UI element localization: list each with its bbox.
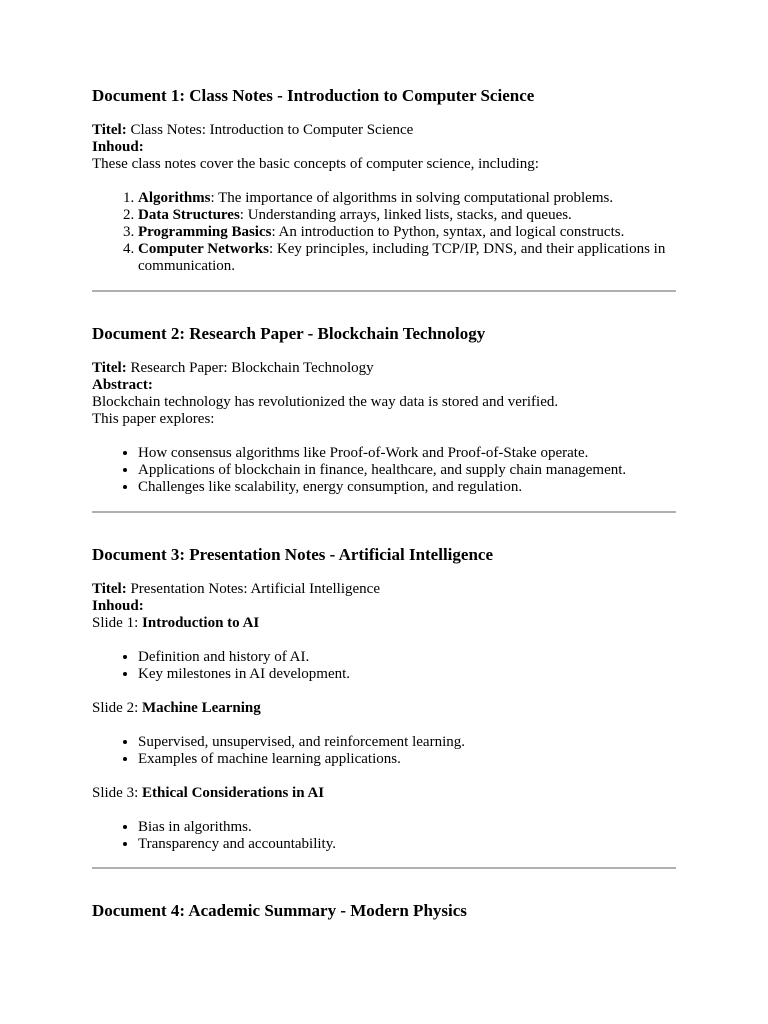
document-1-list bbox=[92, 190, 676, 275]
list-item: • Challenges like scalability, energy consumption, and regulation. bbox=[138, 479, 676, 496]
slide-title: Ethical Considerations in AI bbox=[142, 785, 325, 801]
list-item: • Key milestones in AI development. bbox=[138, 666, 676, 683]
list-item-term: Computer Networks bbox=[138, 241, 269, 257]
document-3-section bbox=[92, 545, 676, 853]
list-item: • Definition and history of AI. bbox=[138, 649, 676, 666]
document-1-inhoud bbox=[92, 139, 676, 156]
titel-label: Titel: bbox=[92, 360, 127, 376]
list-item: • Examples of machine learning applications. bbox=[138, 751, 676, 768]
document-1-intro: These class notes cover the basic concepts of computer science, including: bbox=[92, 156, 539, 172]
list-item: • Bias in algorithms. bbox=[138, 819, 676, 836]
slide-2-list bbox=[92, 734, 676, 768]
list-item bbox=[138, 224, 676, 241]
document-2-heading: Document 2: Research Paper - Blockchain Technology bbox=[92, 324, 486, 343]
titel-value: Presentation Notes: Artificial Intelligence bbox=[130, 581, 380, 597]
document-2-section bbox=[92, 324, 676, 496]
document-1-section bbox=[92, 86, 676, 275]
document-3-titel bbox=[92, 581, 676, 598]
document-3-heading: Document 3: Presentation Notes - Artificial Intelligence bbox=[92, 545, 493, 564]
list-item bbox=[138, 241, 676, 275]
document-3-inhoud bbox=[92, 598, 676, 615]
slide-prefix: Slide 1: bbox=[92, 615, 143, 631]
slide-title: Machine Learning bbox=[142, 700, 261, 716]
slide-2-heading bbox=[92, 700, 676, 717]
slide-title: Introduction to AI bbox=[142, 615, 260, 631]
inhoud-label: Inhoud: bbox=[92, 598, 144, 614]
document-2-titel bbox=[92, 360, 676, 377]
list-item: • Applications of blockchain in finance, healthcare, and supply chain management. bbox=[138, 462, 676, 479]
slide-1-heading bbox=[92, 615, 676, 632]
abstract-label: Abstract: bbox=[92, 377, 153, 393]
list-item bbox=[138, 207, 676, 224]
list-item-desc: : Understanding arrays, linked lists, stacks, and queues. bbox=[239, 207, 572, 223]
titel-value: Research Paper: Blockchain Technology bbox=[130, 360, 374, 376]
list-item-term: Programming Basics bbox=[138, 224, 272, 240]
list-item: • Transparency and accountability. bbox=[138, 836, 676, 853]
document-2-line-2: This paper explores: bbox=[92, 411, 215, 427]
document-4-heading: Document 4: Academic Summary - Modern Physics bbox=[92, 901, 467, 920]
titel-label: Titel: bbox=[92, 122, 127, 138]
slide-3-list bbox=[92, 819, 676, 853]
document-4-section bbox=[92, 901, 676, 921]
slide-prefix: Slide 2: bbox=[92, 700, 143, 716]
list-item-desc: : The importance of algorithms in solving computational problems. bbox=[210, 190, 614, 206]
slide-3-heading bbox=[92, 785, 676, 802]
list-item bbox=[138, 190, 676, 207]
document-1-titel bbox=[92, 122, 676, 139]
slide-1-list bbox=[92, 649, 676, 683]
list-item: • Supervised, unsupervised, and reinforcement learning. bbox=[138, 734, 676, 751]
section-divider bbox=[92, 867, 676, 869]
document-2-abstract bbox=[92, 377, 676, 394]
inhoud-label: Inhoud: bbox=[92, 139, 144, 155]
section-divider bbox=[92, 290, 676, 292]
titel-label: Titel: bbox=[92, 581, 127, 597]
document-2-line-1: Blockchain technology has revolutionized the way data is stored and verified. bbox=[92, 394, 559, 410]
list-item-desc: : Key principles, including TCP/IP, DNS, and their applications in communication. bbox=[138, 241, 666, 274]
list-item-term: Data Structures bbox=[138, 207, 240, 223]
slide-prefix: Slide 3: bbox=[92, 785, 143, 801]
document-2-list bbox=[92, 445, 676, 496]
document-1-heading: Document 1: Class Notes - Introduction to Computer Science bbox=[92, 86, 535, 105]
list-item-desc: : An introduction to Python, syntax, and logical constructs. bbox=[271, 224, 625, 240]
titel-value: Class Notes: Introduction to Computer Science bbox=[130, 122, 414, 138]
list-item: • How consensus algorithms like Proof-of-Work and Proof-of-Stake operate. bbox=[138, 445, 676, 462]
list-item-term: Algorithms bbox=[138, 190, 211, 206]
section-divider bbox=[92, 511, 676, 513]
